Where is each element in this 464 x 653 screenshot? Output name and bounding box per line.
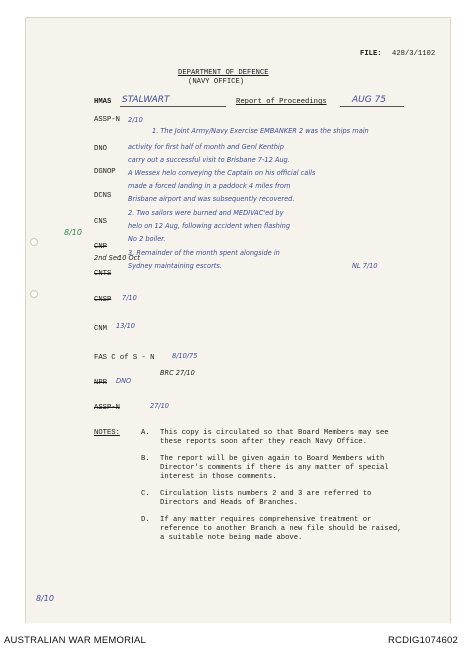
department-title: DEPARTMENT OF DEFENCE: [178, 69, 269, 77]
note-text: This copy is circulated so that Board Members may see these reports soon after they reach Navy Office.: [160, 429, 389, 446]
ship-underline: [120, 106, 226, 107]
initials-mark: NL 7/10: [352, 262, 378, 270]
report-line: carry out a successful visit to Brisbane 7-12 Aug.: [128, 156, 290, 164]
routing-label-cnm: CNM: [94, 325, 107, 333]
assp-final-label: ASSP-N: [94, 404, 120, 412]
month-underline: [340, 106, 404, 107]
hmas-label: HMAS: [94, 98, 112, 106]
note-text: If any matter requires comprehensive treatment or reference to another Branch a new file should be raised, a suitable note being made above.: [160, 516, 402, 542]
report-label: Report of Proceedings: [236, 98, 327, 106]
report-line: No 2 boiler.: [128, 235, 166, 243]
punch-hole: [30, 290, 38, 298]
file-number: 428/3/1102: [392, 50, 436, 58]
footer-bar: [0, 623, 464, 653]
report-line: helo on 12 Aug, following accident when flashing: [128, 222, 291, 230]
npr-note: DNO: [116, 377, 132, 385]
note-letter: C.: [141, 490, 150, 498]
note-letter: A.: [141, 429, 150, 437]
routing-label-dcns: DCNS: [94, 192, 112, 200]
note-text: Circulation lists numbers 2 and 3 are referred to Directors and Heads of Branches.: [160, 490, 372, 507]
npr-label: NPR: [94, 379, 107, 387]
note-letter: D.: [141, 516, 150, 524]
routing-label-dno: DNO: [94, 145, 107, 153]
date-cnsp: 7/10: [122, 294, 137, 302]
report-month: AUG 75: [352, 95, 387, 105]
margin-green-mark: 8/10: [64, 228, 82, 237]
routing-label-cnp: CNP: [94, 243, 107, 251]
npr-date: BRC 27/10: [160, 369, 195, 377]
report-line: made a forced landing in a paddock 4 miles from: [128, 182, 291, 190]
punch-hole: [30, 238, 38, 246]
routing-label-cnts: CNTS: [94, 270, 112, 278]
report-line: 2. Two sailors were burned and MEDIVAC'ed by: [128, 209, 284, 217]
report-line: 3. Remainder of the month spent alongside in: [128, 249, 280, 257]
assp-final-date: 27/10: [150, 402, 170, 410]
routing-label-cnsp: CNSP: [94, 296, 112, 304]
report-line: Brisbane airport and was subsequently recovered.: [128, 195, 295, 203]
report-line: activity for first half of month and Genl Kenthip: [128, 143, 284, 151]
office-subtitle: (NAVY OFFICE): [188, 78, 245, 86]
routing-label-dgnop: DGNOP: [94, 168, 116, 176]
date-2nd-sec: 10 Oct: [118, 254, 140, 262]
fas-label: FAS C of S - N: [94, 354, 155, 362]
notes-label: NOTES:: [94, 429, 120, 437]
fas-date: 8/10/75: [172, 352, 198, 360]
note-letter: B.: [141, 455, 150, 463]
file-label: FILE:: [360, 50, 382, 58]
date-initial: 2/10: [128, 116, 143, 124]
routing-label-assp: ASSP-N: [94, 116, 120, 124]
routing-label-cns: CNS: [94, 218, 107, 226]
footer-id: RCDIG1074602: [388, 635, 458, 646]
bottom-mark: 8/10: [36, 594, 54, 603]
report-line: Sydney maintaining escorts.: [128, 262, 222, 270]
ship-name: STALWART: [122, 95, 170, 105]
footer-source: AUSTRALIAN WAR MEMORIAL: [4, 635, 147, 646]
routing-label-2nd-sec: 2nd Sec: [94, 254, 121, 262]
date-cnm: 13/10: [116, 322, 136, 330]
report-line: 1. The Joint Army/Navy Exercise EMBANKER 2 was the ships main: [152, 127, 369, 135]
report-line: A Wessex helo conveying the Captain on his official calls: [128, 169, 316, 177]
note-text: The report will be given again to Board Members with Director's comments if there is any matter of special interest in those comments.: [160, 455, 389, 481]
